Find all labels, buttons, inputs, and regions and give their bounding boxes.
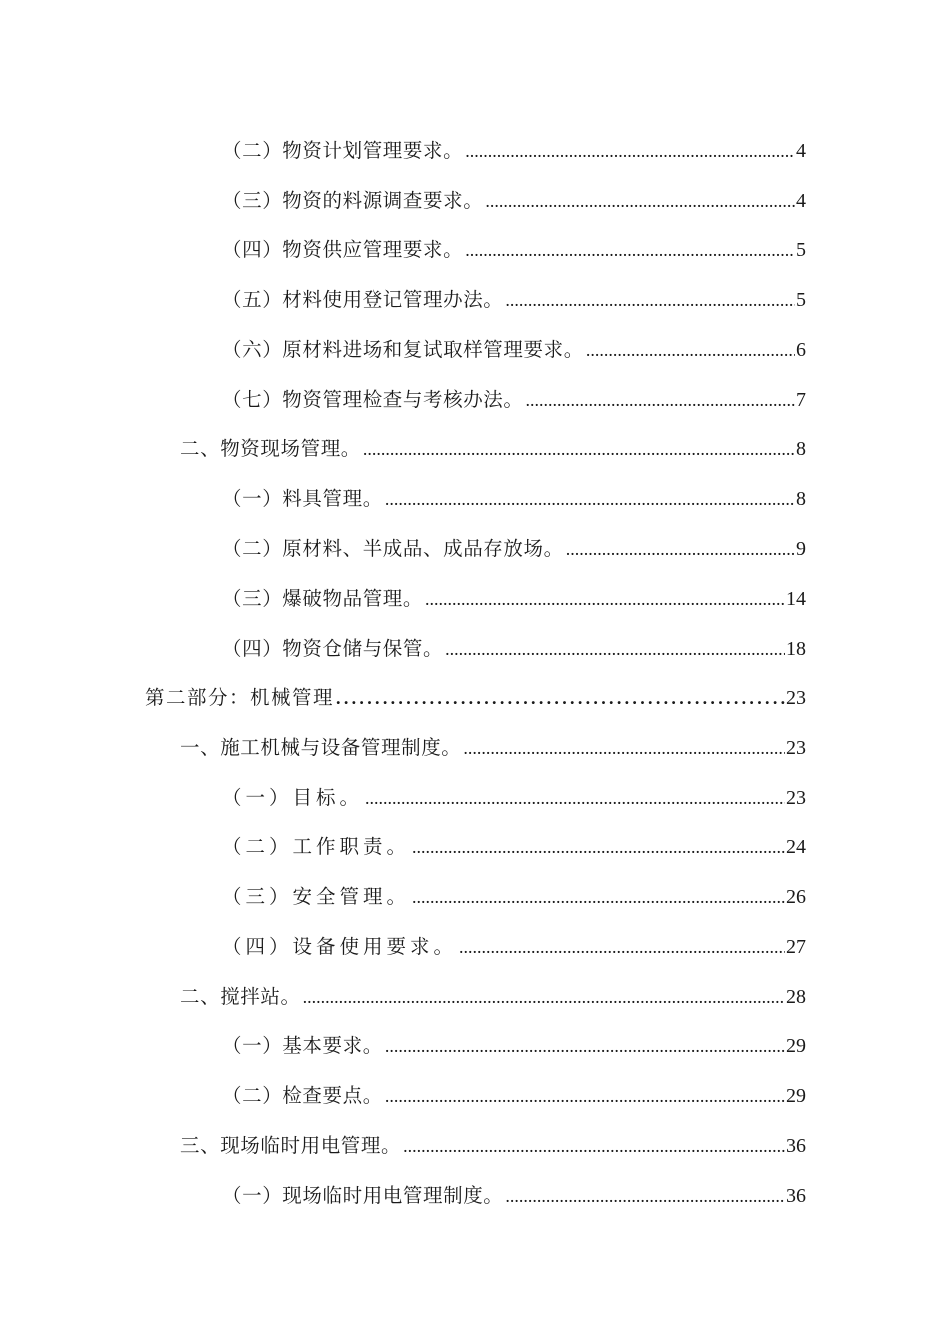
toc-page-number: 4 [796,190,806,212]
toc-page-number: 23 [786,687,806,709]
toc-entry-label: （四）设备使用要求。 [222,935,458,958]
toc-leader-dots [463,733,785,763]
toc-entry-label: （四）物资仓储与保管。 [222,637,444,660]
toc-entry[interactable] [222,882,806,912]
toc-leader-dots [403,1131,785,1161]
toc-entry[interactable] [180,982,806,1012]
toc-entry[interactable] [222,1081,806,1111]
toc-page-number: 29 [786,1085,806,1107]
toc-entry[interactable] [222,832,806,862]
toc-entry-label: （二）工作职责。 [222,835,411,858]
toc-entry[interactable] [222,584,806,614]
toc-leader-dots [425,584,785,614]
toc-page-number: 8 [796,438,806,460]
toc-entry-label: （六）原材料进场和复试取样管理要求。 [222,338,584,361]
toc-entry[interactable] [222,1181,806,1211]
toc-leader-dots [445,634,785,664]
toc-entry-label: （三）安全管理。 [222,885,411,908]
toc-leader-dots [459,932,785,962]
toc-entry-label: （三）物资的料源调查要求。 [222,189,484,212]
toc-page-number: 4 [796,140,806,162]
toc-leader-dots [363,434,795,464]
toc-page-number: 7 [796,389,806,411]
toc-entry-label: （二）检查要点。 [222,1084,383,1107]
toc-leader-dots [465,235,795,265]
toc-part-entry[interactable] [145,683,806,713]
toc-entry-label: 三、现场临时用电管理。 [180,1134,402,1157]
toc-entry-label: （二）物资计划管理要求。 [222,139,464,162]
toc-entry[interactable] [222,534,806,564]
toc-entry[interactable] [222,335,806,365]
toc-leader-dots [586,335,795,365]
toc-entry-label: （一）料具管理。 [222,487,383,510]
toc-entry-label: （四）物资供应管理要求。 [222,238,464,261]
toc-page-number: 5 [796,239,806,261]
toc-leader-dots [465,136,795,166]
toc-leader-dots [526,385,795,415]
toc-page-number: 29 [786,1035,806,1057]
toc-page-number: 23 [786,737,806,759]
toc-leader-dots [485,186,795,216]
toc-entry[interactable] [222,634,806,664]
toc-entry[interactable] [180,1131,806,1161]
toc-entry[interactable] [222,235,806,265]
toc-leader-dots [566,534,795,564]
toc-entry-label: （三）爆破物品管理。 [222,587,424,610]
toc-entry[interactable] [222,186,806,216]
toc-leader-dots [385,1081,785,1111]
toc-page-number: 26 [786,886,806,908]
toc-leader-dots [336,683,785,713]
toc-page-number: 14 [786,588,806,610]
toc-leader-dots [505,1181,785,1211]
toc-page-number: 18 [786,638,806,660]
toc-page-number: 9 [796,538,806,560]
toc-entry[interactable] [222,932,806,962]
toc-leader-dots [385,484,795,514]
toc-entry-label: （一）基本要求。 [222,1034,383,1057]
toc-entry[interactable] [222,136,806,166]
toc-leader-dots [505,285,795,315]
toc-entry-label: 二、物资现场管理。 [180,437,361,460]
toc-entry[interactable] [222,385,806,415]
toc-page-number: 24 [786,836,806,858]
toc-entry[interactable] [222,783,806,813]
toc-page-number: 23 [786,787,806,809]
toc-entry-label: 一、施工机械与设备管理制度。 [180,736,462,759]
toc-page-number: 36 [786,1135,806,1157]
toc-page-number: 8 [796,488,806,510]
toc-entry-label: （二）原材料、半成品、成品存放场。 [222,537,564,560]
toc-entry-label: （一）目标。 [222,786,364,809]
toc-page-number: 6 [796,339,806,361]
toc-leader-dots [412,882,785,912]
toc-entry-label: 二、搅拌站。 [180,985,301,1008]
toc-leader-dots [365,783,785,813]
toc-entry[interactable] [180,434,806,464]
toc-page-number: 27 [786,936,806,958]
toc-entry[interactable] [222,285,806,315]
toc-entry-label: （五）材料使用登记管理办法。 [222,288,504,311]
toc-leader-dots [385,1031,785,1061]
toc-entry[interactable] [222,1031,806,1061]
toc-entry-label: （七）物资管理检查与考核办法。 [222,388,524,411]
toc-leader-dots [412,832,785,862]
toc-page-number: 36 [786,1185,806,1207]
toc-page-number: 5 [796,289,806,311]
toc-entry-label: 第二部分：机械管理 [145,686,335,709]
toc-leader-dots [303,982,785,1012]
toc-entry[interactable] [180,733,806,763]
toc-entry-label: （一）现场临时用电管理制度。 [222,1184,504,1207]
toc-page-number: 28 [786,986,806,1008]
toc-entry[interactable] [222,484,806,514]
